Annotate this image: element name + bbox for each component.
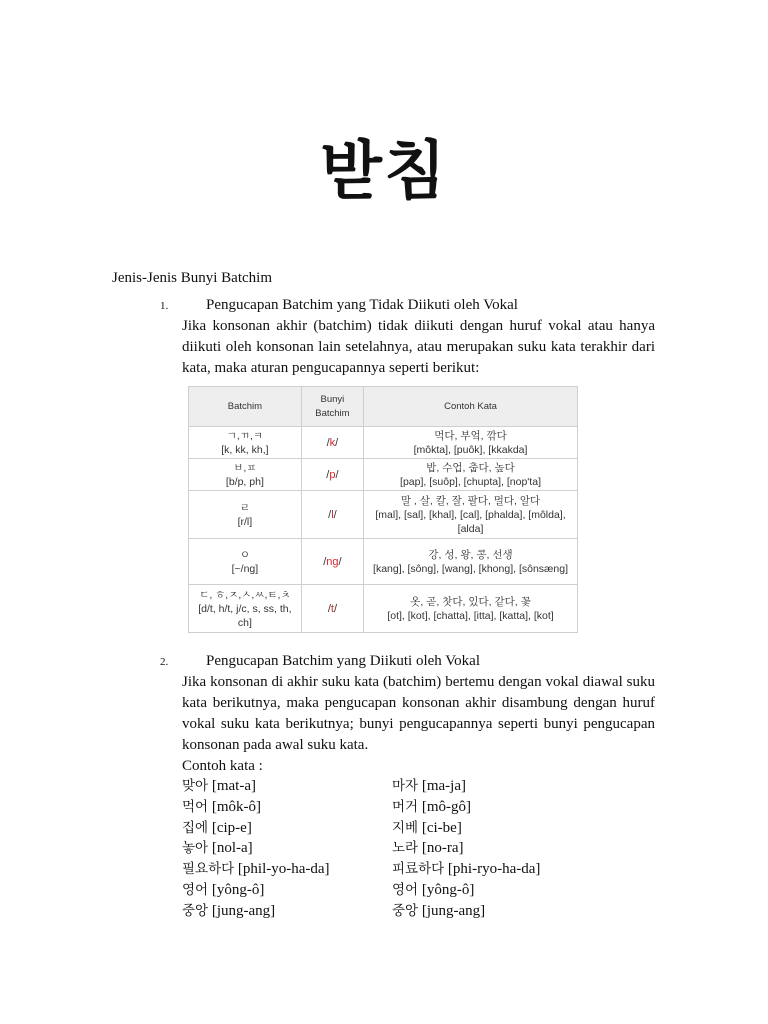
example-row <box>182 818 632 839</box>
examples-cell <box>364 539 578 585</box>
example-left <box>182 797 392 818</box>
examples-cell <box>364 459 578 491</box>
sound-value: p <box>329 468 336 481</box>
example-romanization: [pap], [suôp], [chupta], [nop'ta] <box>400 475 541 488</box>
example-words: 밥, 수업, 춥다, 높다 <box>426 461 515 474</box>
section-heading: Jenis-Jenis Bunyi Batchim <box>112 270 272 286</box>
batchim-roman: [k, kk, kh,] <box>221 443 269 456</box>
example-row <box>182 859 632 880</box>
korean-word: 마자 <box>392 778 419 794</box>
romanization: [yông-ô] <box>211 881 265 898</box>
header-examples: Contoh Kata <box>364 387 578 427</box>
example-right <box>392 880 632 901</box>
romanization: [jung-ang] <box>421 902 486 919</box>
batchim-letters: ㄷ, ㅎ,ㅈ,ㅅ,ㅆ,ㅌ,ㅊ <box>199 588 291 601</box>
romanization: [jung-ang] <box>211 902 276 919</box>
example-row <box>182 838 632 859</box>
example-row <box>182 901 632 922</box>
romanization: [mat-a] <box>211 778 256 794</box>
example-row <box>182 797 632 818</box>
example-romanization: [kang], [sông], [wang], [khong], [sônsæng] <box>373 562 568 575</box>
table-row <box>189 539 578 585</box>
batchim-cell <box>189 491 302 539</box>
batchim-table <box>188 386 578 632</box>
sound-slash: / <box>326 436 330 449</box>
list-number: 2. <box>160 656 169 668</box>
korean-word: 중앙 <box>392 902 419 919</box>
sound-cell <box>301 427 363 459</box>
example-words: 말 , 살, 칼, 잘, 팔다, 멀다, 알다 <box>400 494 541 507</box>
korean-word: 중앙 <box>182 902 209 919</box>
table-row <box>189 491 578 539</box>
example-row <box>182 880 632 901</box>
example-left <box>182 818 392 839</box>
list-body <box>182 672 655 777</box>
page-title: 받침 <box>320 135 448 209</box>
romanization: [ma-ja] <box>421 778 466 794</box>
sound-slash: / <box>326 468 330 481</box>
korean-word: 집에 <box>182 819 209 836</box>
sound-value: k <box>329 436 336 449</box>
korean-word: 영어 <box>182 881 209 898</box>
romanization: [phil-yo-ha-da] <box>237 861 330 878</box>
example-left <box>182 880 392 901</box>
examples-cell <box>364 491 578 539</box>
list-heading: Pengucapan Batchim yang Tidak Diikuti oleh Vokal <box>206 297 518 313</box>
list-number: 1. <box>160 300 169 312</box>
batchim-roman: [d/t, h/t, j/c, s, ss, th, ch] <box>198 602 292 629</box>
korean-word: 노라 <box>392 840 419 857</box>
batchim-roman: [~/ng] <box>231 562 259 575</box>
header-batchim: Batchim <box>189 387 302 427</box>
example-left <box>182 776 392 797</box>
batchim-roman: [b/p, ph] <box>225 475 264 488</box>
sound-slash: / <box>328 508 332 521</box>
examples-cell <box>364 427 578 459</box>
example-romanization: [ot], [kot], [chatta], [itta], [katta], [kot] <box>387 609 554 622</box>
sound-value: ng <box>326 555 339 568</box>
batchim-letters: ㄹ <box>239 501 250 514</box>
batchim-cell <box>189 427 302 459</box>
romanization: [ci-be] <box>421 819 462 836</box>
sound-slash: / <box>327 602 331 615</box>
korean-word: 지베 <box>392 819 419 836</box>
korean-word: 필요하다 <box>182 861 235 878</box>
table-row <box>189 427 578 459</box>
example-romanization: [mal], [sal], [khal], [cal], [phalda], [môlda], [alda] <box>375 508 566 535</box>
paragraph: Jika konsonan akhir (batchim) tidak diikuti dengan huruf vokal atau hanya diikuti oleh konsonan lain setelahnya, atau merupakan suku kata terakhir dari kata, maka aturan pengucapannya seperti berikut: <box>182 318 655 376</box>
korean-word: 영어 <box>392 881 419 898</box>
example-label: Contoh kata : <box>182 758 263 774</box>
example-words: 먹다, 부엌, 깎다 <box>434 429 507 442</box>
romanization: [phi-ryo-ha-da] <box>447 861 541 878</box>
example-words: 옷, 곧, 찻다, 있다, 같다, 꽃 <box>410 595 531 608</box>
korean-word: 피료하다 <box>392 861 445 878</box>
example-left <box>182 838 392 859</box>
example-row <box>182 776 632 797</box>
example-left <box>182 901 392 922</box>
examples-cell <box>364 585 578 633</box>
sound-cell <box>301 459 363 491</box>
example-right <box>392 838 632 859</box>
korean-word: 놓아 <box>182 840 209 857</box>
sound-cell <box>301 539 363 585</box>
example-right <box>392 797 632 818</box>
sound-slash: / <box>333 508 337 521</box>
sound-cell <box>301 585 363 633</box>
romanization: [cip-e] <box>211 819 252 836</box>
korean-word: 머거 <box>392 798 419 815</box>
example-romanization: [môkta], [puôk], [kkakda] <box>413 443 528 456</box>
paragraph: Jika konsonan di akhir suku kata (batchim) bertemu dengan vokal diawal suku kata berikutnya, maka pengucapan konsonan akhir disambung dengan huruf vokal suku kata berikutnya; bunyi pengucapannya seperti bunyi pengucapan konsonan pada awal suku kata. <box>182 674 655 753</box>
romanization: [yông-ô] <box>421 881 475 898</box>
example-left <box>182 859 392 880</box>
batchim-cell <box>189 459 302 491</box>
sound-slash: / <box>333 602 337 615</box>
list-body <box>182 316 655 379</box>
table-row <box>189 585 578 633</box>
example-right <box>392 859 632 880</box>
header-sound: Bunyi Batchim <box>301 387 363 427</box>
romanization: [môk-ô] <box>211 798 261 815</box>
korean-word: 먹어 <box>182 798 209 815</box>
table-row <box>189 459 578 491</box>
example-right <box>392 818 632 839</box>
sound-cell <box>301 491 363 539</box>
sound-slash: / <box>338 555 342 568</box>
sound-slash: / <box>335 436 339 449</box>
korean-word: 맞아 <box>182 778 209 794</box>
sound-slash: / <box>335 468 339 481</box>
romanization: [nol-a] <box>211 840 253 857</box>
example-right <box>392 776 632 797</box>
examples-list <box>182 776 632 922</box>
batchim-letters: ㄱ,ㄲ,ㅋ <box>226 429 264 442</box>
batchim-cell <box>189 585 302 633</box>
example-right <box>392 901 632 922</box>
sound-value: l <box>331 508 334 521</box>
batchim-letters: ㅇ <box>239 548 250 561</box>
sound-value: t <box>330 602 334 615</box>
batchim-letters: ㅂ,ㅍ <box>233 461 257 474</box>
sound-slash: / <box>323 555 327 568</box>
example-words: 강, 성, 왕, 콩, 선생 <box>428 548 513 561</box>
batchim-cell <box>189 539 302 585</box>
list-heading: Pengucapan Batchim yang Diikuti oleh Vokal <box>206 653 480 669</box>
romanization: [mô-gô] <box>421 798 471 815</box>
batchim-roman: [r/l] <box>237 515 253 528</box>
romanization: [no-ra] <box>421 840 464 857</box>
